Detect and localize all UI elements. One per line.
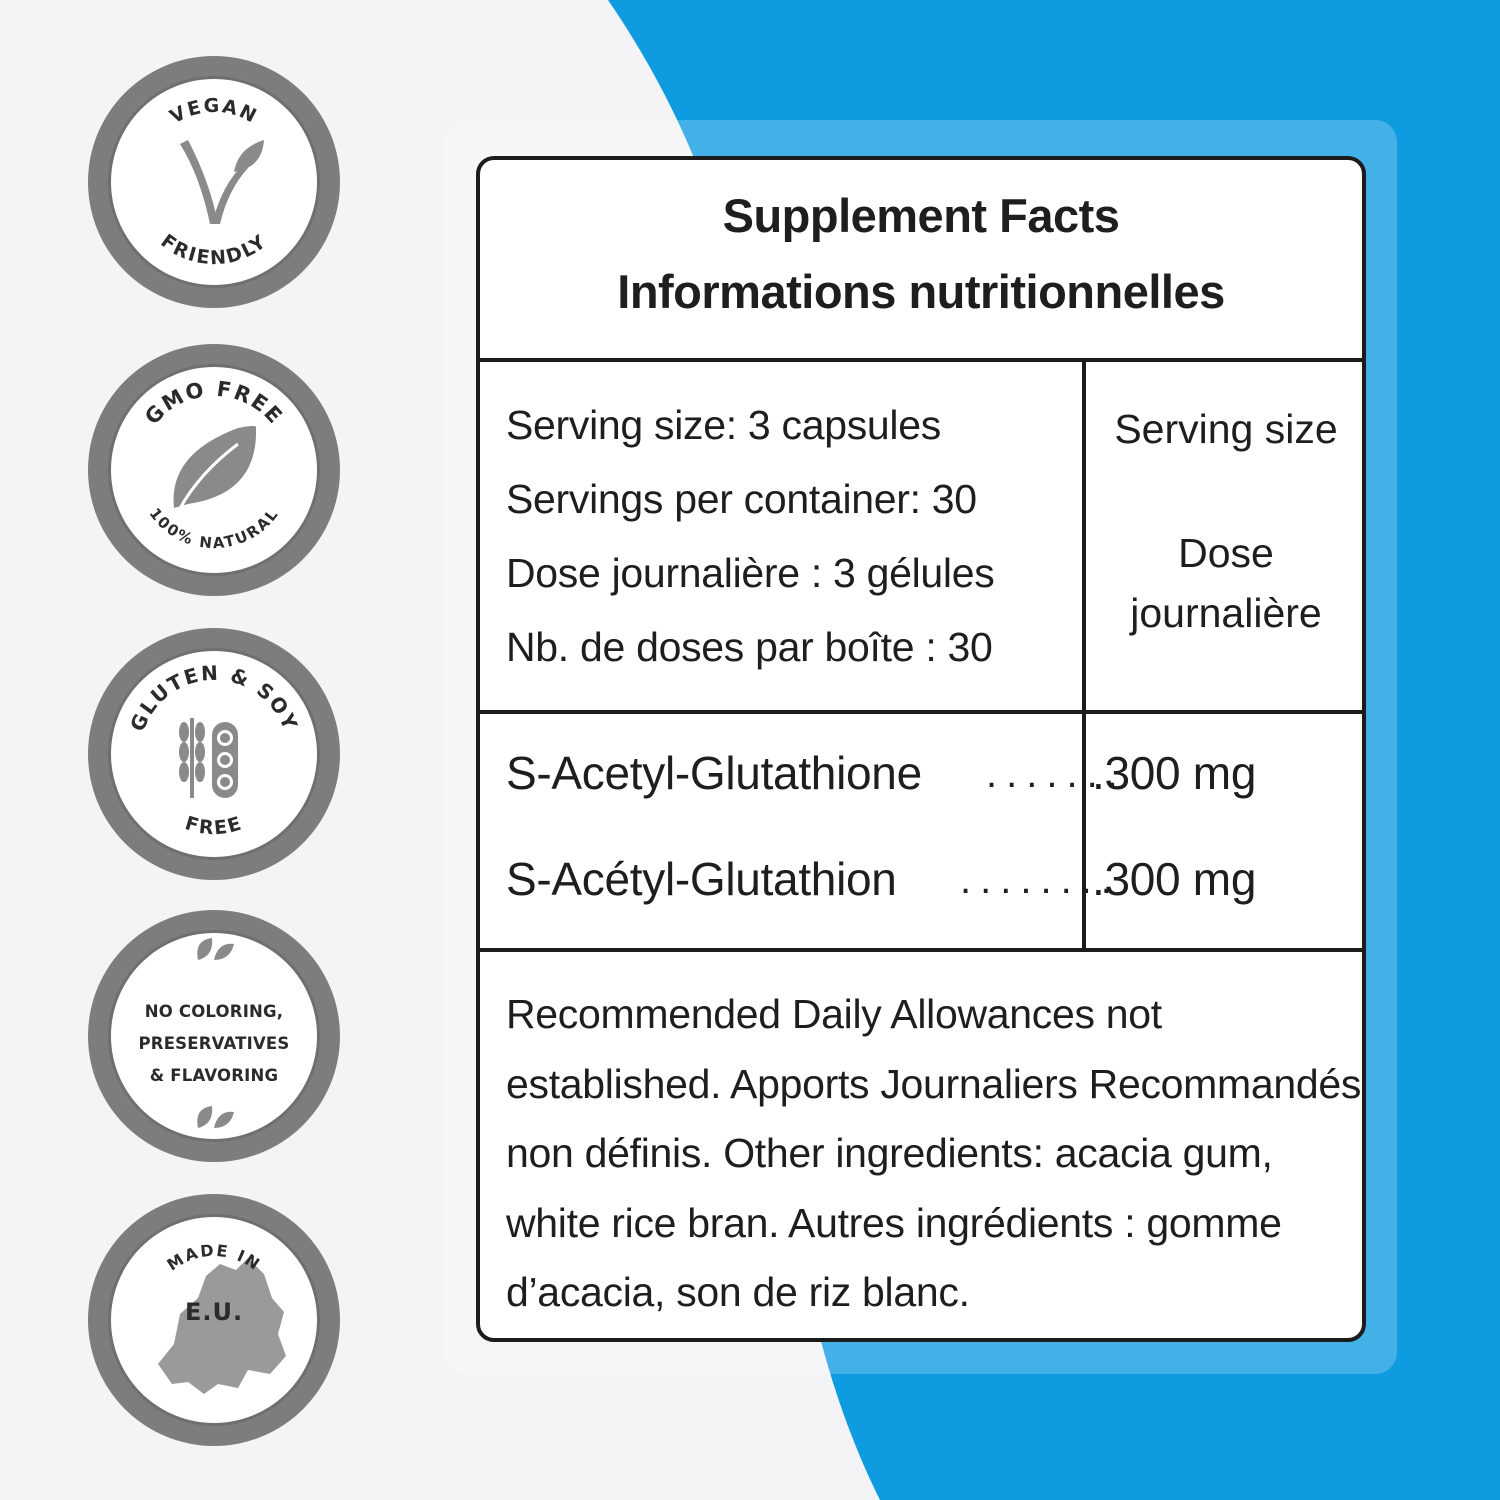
leaf-icon (174, 426, 257, 512)
eu-badge-top-text: MADE IN (163, 1240, 265, 1275)
wheat-soy-icon (179, 718, 238, 798)
serving-info (506, 388, 994, 684)
gmo-badge-bottom-text: 100% NATURAL (145, 504, 283, 553)
vegan-badge-bottom-text: FRIENDLY (156, 230, 272, 270)
supplement-facts-panel (476, 156, 1366, 1342)
gmo-free-badge (88, 344, 340, 596)
svg-text:GLUTEN & SOY (125, 661, 303, 735)
ingredient-name: S-Acetyl-Glutathione (506, 747, 922, 799)
svg-text:FRIENDLY (157, 230, 272, 269)
no-coloring-text (88, 996, 340, 1092)
serving-line: Serving size: 3 capsules (506, 402, 941, 448)
coloring-line-3: & FLAVORING (149, 1066, 279, 1085)
ingredient-leader-dots: ....... (986, 752, 1127, 796)
v-leaf-icon (180, 140, 264, 224)
gluten-badge-top-text: GLUTEN & SOY (125, 660, 303, 735)
europe-map-icon (158, 1258, 286, 1394)
serving-line: Dose journalière : 3 gélules (506, 550, 995, 596)
gmo-badge-top-text: GMO FREE (140, 376, 288, 430)
serving-line: Servings per container: 30 (506, 476, 977, 522)
coloring-line-1: NO COLORING, (144, 1002, 284, 1021)
footnote (506, 980, 1361, 1328)
vegan-friendly-badge (88, 56, 340, 308)
ingredient-leader-dots: ........ (960, 858, 1121, 902)
divider (480, 358, 1362, 362)
footnote-line: d’acacia, son de riz blanc. (506, 1269, 970, 1315)
divider (480, 948, 1362, 952)
footnote-line: white rice bran. Autres ingrédients : gomme (506, 1199, 1282, 1246)
svg-text:VEGAN (166, 95, 261, 128)
dose-header-line1: Dose (1178, 530, 1274, 576)
svg-text:100% NATURAL (146, 504, 283, 552)
svg-text:GMO FREE (140, 377, 288, 430)
gluten-badge-bottom-text: FREE (182, 812, 246, 840)
eu-badge-center-text: E.U. (184, 1298, 244, 1326)
svg-text:FREE (182, 812, 245, 839)
serving-line: Nb. de doses par boîte : 30 (506, 624, 993, 670)
facts-title-fr: Informations nutritionnelles (617, 265, 1225, 318)
footnote-line: non définis. Other ingredients: acacia gum, (506, 1130, 1273, 1176)
footnote-line: established. Apports Journaliers Recommandés (506, 1060, 1362, 1107)
divider (480, 710, 1362, 714)
no-coloring-badge (88, 910, 340, 1162)
coloring-line-2: PRESERVATIVES (138, 1034, 290, 1053)
ingredient-amount: .300 mg (1092, 747, 1257, 799)
ingredient-name: S-Acétyl-Glutathion (506, 853, 897, 905)
made-in-eu-badge (88, 1194, 340, 1446)
ingredient-amount: .300 mg (1092, 853, 1257, 905)
dose-header-line2: journalière (1130, 590, 1322, 636)
gluten-soy-free-badge (88, 628, 340, 880)
footnote-line: Recommended Daily Allowances not (506, 991, 1162, 1037)
facts-title-en: Supplement Facts (722, 189, 1120, 242)
vegan-badge-top-text: VEGAN (166, 94, 262, 129)
serving-size-header: Serving size (1114, 406, 1338, 452)
